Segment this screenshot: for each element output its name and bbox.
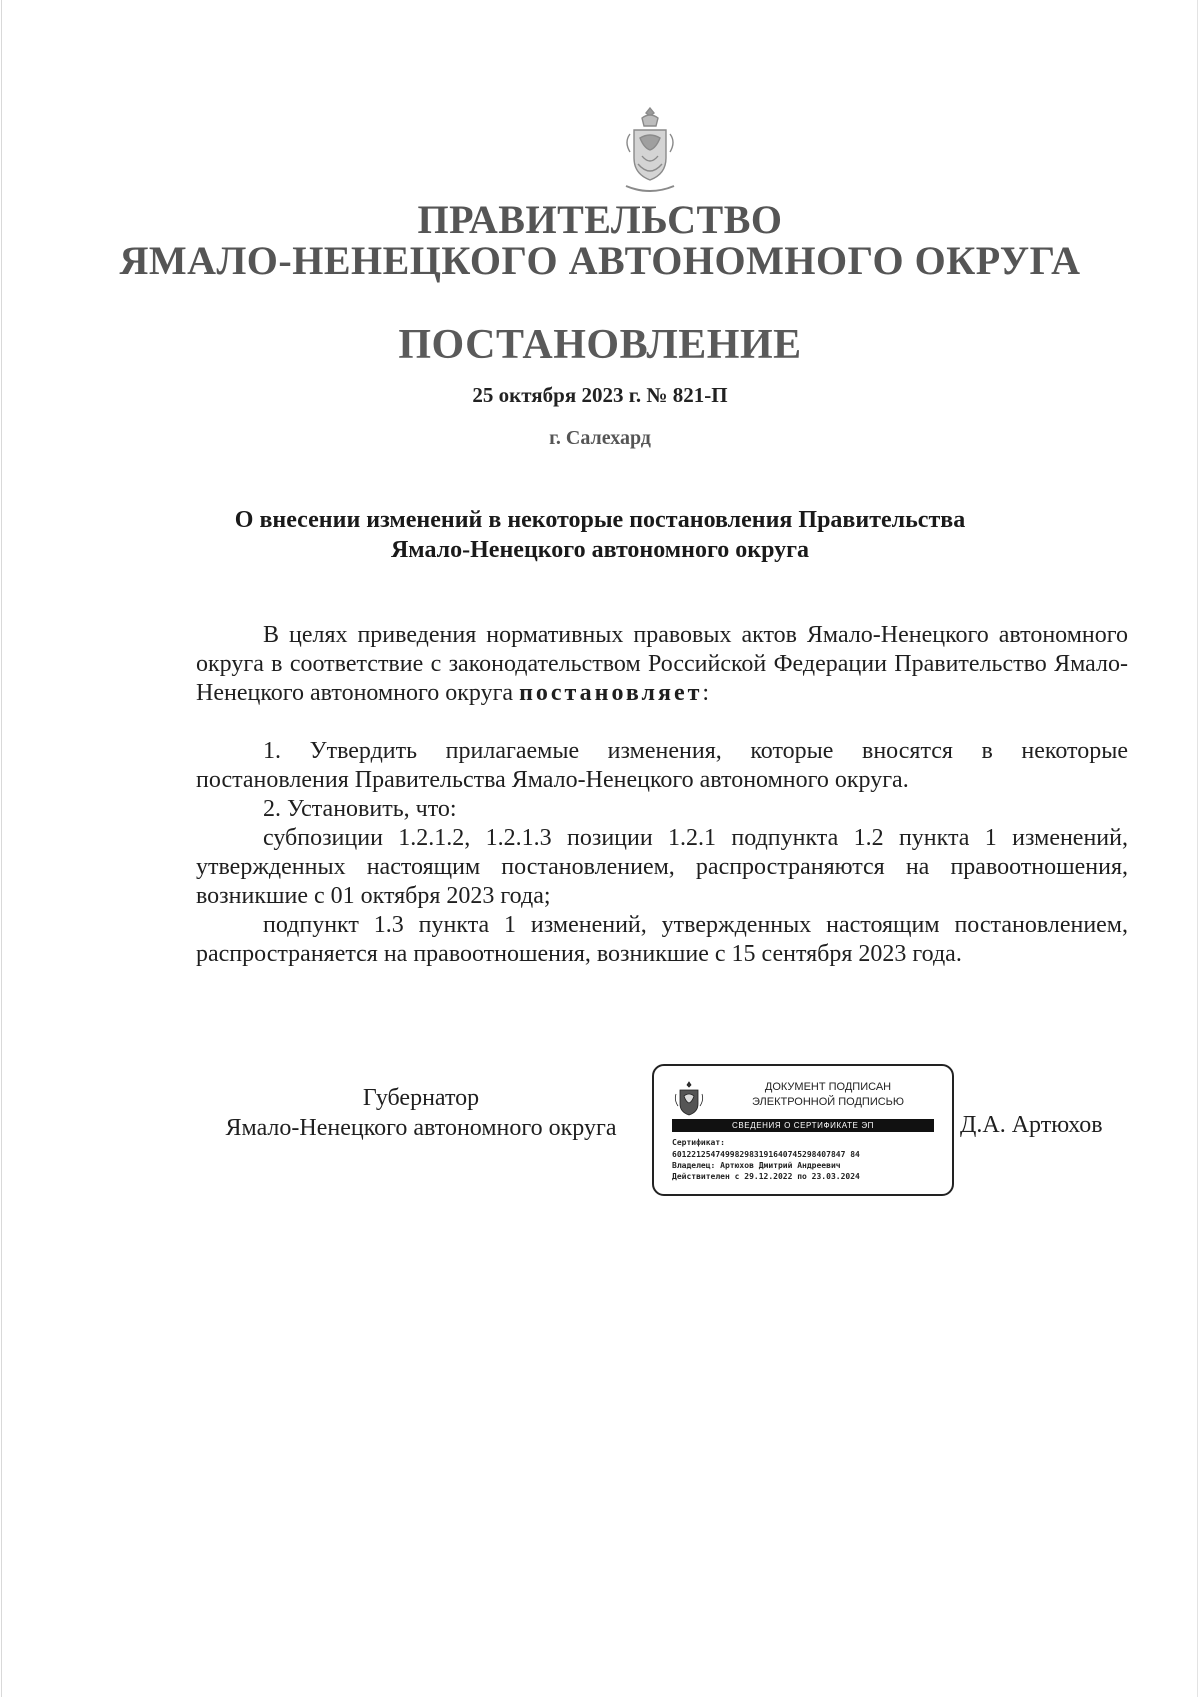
stamp-heading-line2: ЭЛЕКТРОННОЙ ПОДПИСЬЮ	[751, 1096, 905, 1108]
document-date-number: 25 октября 2023 г. № 821-П	[472, 383, 728, 407]
stamp-owner: Владелец: Артюхов Дмитрий Андреевич	[672, 1161, 841, 1170]
document-city: г. Салехард	[549, 427, 651, 449]
stamp-coat-of-arms-icon	[674, 1080, 704, 1118]
subject-line2: Ямало-Ненецкого автономного округа	[390, 537, 810, 563]
document-type: ПОСТАНОВЛЕНИЕ	[398, 322, 802, 368]
resolves-word: постановляет	[519, 680, 703, 706]
item-1-paragraph: 1. Утвердить прилагаемые изменения, которые вносятся в некоторые постановления Правительства Ямало-Ненецкого автономного округа.	[196, 738, 1128, 793]
government-name-line2: ЯМАЛО-НЕНЕЦКОГО АВТОНОМНОГО ОКРУГА	[119, 238, 1081, 283]
stamp-certificate-band: СВЕДЕНИЯ О СЕРТИФИКАТЕ ЭП	[672, 1119, 934, 1132]
subject-line1: О внесении изменений в некоторые постановления Правительства	[234, 507, 966, 533]
preamble-paragraph	[196, 621, 1128, 708]
preamble-text: В целях приведения нормативных правовых актов Ямало-Ненецкого автономного округа в соответствие с законодательством Российской Федерации Правительство Ямало-Ненецкого автономного округа	[196, 622, 1128, 706]
subitem-1-paragraph: субпозиции 1.2.1.2, 1.2.1.3 позиции 1.2.1 подпункта 1.2 пункта 1 изменений, утвержденных настоящим постановлением, распространяются на правоотношения, возникшие с 01 октября 2023 года;	[196, 825, 1128, 909]
stamp-certificate-label: Сертификат:	[672, 1138, 725, 1147]
stamp-validity: Действителен с 29.12.2022 по 23.03.2024	[672, 1172, 860, 1181]
electronic-signature-stamp	[652, 1064, 954, 1196]
item-2-paragraph: 2. Установить, что:	[263, 796, 457, 822]
stamp-certificate-number: 601221254749982983191640745298407847 84	[672, 1150, 860, 1159]
document-subject	[0, 505, 1200, 565]
subitem-2-paragraph: подпункт 1.3 пункта 1 изменений, утвержденных настоящим постановлением, распространяется на правоотношения, возникшие с 15 сентября 2023 года.	[196, 912, 1128, 967]
signatory-title	[196, 1083, 646, 1143]
government-name-line1: ПРАВИТЕЛЬСТВО	[417, 197, 783, 242]
signatory-title-line2: Ямало-Ненецкого автономного округа	[225, 1115, 617, 1141]
signatory-title-line1: Губернатор	[362, 1085, 480, 1111]
stamp-heading-line1: ДОКУМЕНТ ПОДПИСАН	[764, 1081, 892, 1093]
signatory-name: Д.А. Артюхов	[960, 1112, 1103, 1138]
resolves-suffix: :	[702, 680, 710, 706]
coat-of-arms-icon	[620, 104, 680, 200]
